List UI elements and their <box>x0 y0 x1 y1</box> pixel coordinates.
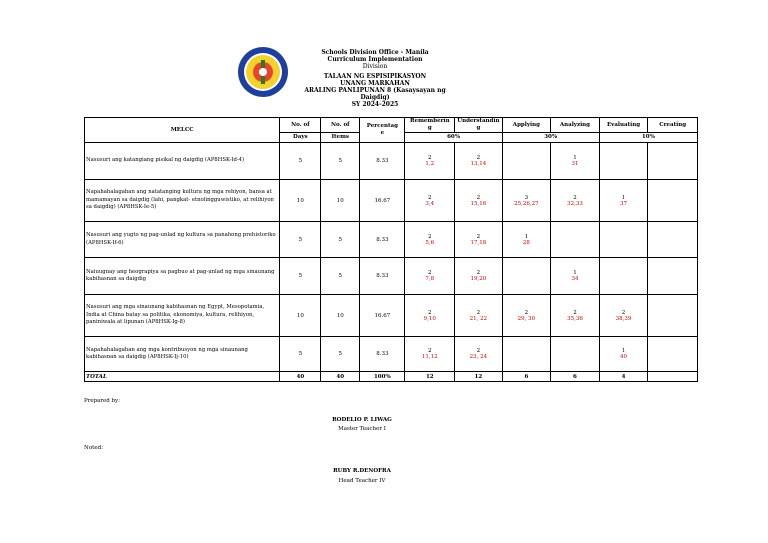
und-count: 2 <box>476 270 481 276</box>
col-header-analyzing: Analyzing <box>551 118 600 133</box>
app-count: 2 <box>524 309 529 316</box>
rem-item-numbers: 1,2 <box>425 161 435 167</box>
cre-cell <box>648 258 698 295</box>
group-header-60: 60% <box>405 133 502 143</box>
items-cell: 5 <box>321 222 360 258</box>
eva-cell <box>599 258 648 295</box>
ana-item-numbers: 35,36 <box>567 315 583 322</box>
app-cell <box>502 180 551 222</box>
und-cell <box>455 258 502 295</box>
total-understanding: 12 <box>455 372 502 382</box>
preparer-name: RODELIO P. LIWAG <box>332 417 392 423</box>
group-header-30: 30% <box>502 133 599 143</box>
col-header-percentage <box>360 118 405 143</box>
app-cell <box>502 337 551 372</box>
table-row <box>85 222 698 258</box>
rem-count: 2 <box>428 233 432 240</box>
rem-item-numbers: 9,10 <box>423 315 436 322</box>
col-header-days-a: No. of <box>280 118 321 133</box>
eva-cell <box>599 143 648 180</box>
eva-cell <box>599 295 648 337</box>
eva-cell <box>599 222 648 258</box>
competency-cell: Napahahalagahan ang natatanging kultura ng mga rehiyon, bansa at mamamayan sa daigdig (lahi, pangkat- etnolingguwistiko, at relihiyon sa daigdig) (AP8HSK-Ie-5) <box>85 180 280 222</box>
days-cell: 10 <box>280 180 321 222</box>
rem-count: 2 <box>428 194 432 201</box>
ana-cell <box>551 295 600 337</box>
col-header-applying: Applying <box>502 118 551 133</box>
eva-cell <box>599 337 648 372</box>
rem-count: 2 <box>428 309 432 316</box>
rem-count: 2 <box>428 155 432 161</box>
noter-name: RUBY R.DENOFRA <box>333 468 391 474</box>
ana-item-numbers: 34 <box>571 276 579 282</box>
col-header-items-a: No. of <box>321 118 360 133</box>
und-cell <box>455 295 502 337</box>
app-item-numbers: 29, 30 <box>517 315 536 322</box>
items-cell: 5 <box>321 143 360 180</box>
col-header-pct-b: e <box>380 130 385 136</box>
days-cell: 5 <box>280 337 321 372</box>
eva-count: 2 <box>621 309 626 316</box>
header-line-3: Division <box>362 63 388 70</box>
days-cell: 5 <box>280 258 321 295</box>
ana-item-numbers: 32,33 <box>567 200 583 207</box>
app-count: 3 <box>524 194 529 201</box>
col-header-days-b: Days <box>280 133 321 143</box>
competency-cell: Nasusuri ang mga sinaunang kabihasnan ng Egypt, Mesopotamia, India at China batay sa politika, ekonomiya, kultura, relihiyon, paniniwala at lipunan (AP8HSK-Ig-8) <box>85 295 280 337</box>
header-line-4: TALAAN NG ESPISIPIKASYON <box>323 73 427 80</box>
rem-count: 2 <box>428 348 432 354</box>
noter-title: Head Teacher IV <box>338 478 386 484</box>
header-line-1: Schools Division Office - Manila <box>321 49 429 56</box>
table-row <box>85 337 698 372</box>
rem-cell <box>405 180 455 222</box>
ana-count: 1 <box>573 155 577 161</box>
noted-label: Noted: <box>84 445 103 451</box>
competency-cell: Napahahalagahan ang mga kontribusyon ng mga sinaunang kabihasnan sa daigdig (AP8HSK-Ij-10) <box>85 337 280 372</box>
eva-count: 1 <box>621 348 626 354</box>
competency-cell: Naiuugnay ang heograpiya sa pagbuo at pag-unlad ng mga sinaunang kabihasnan sa daigdig <box>85 258 280 295</box>
percentage-cell: 16.67 <box>360 180 405 222</box>
items-cell: 5 <box>321 337 360 372</box>
rem-item-numbers: 3,4 <box>425 200 435 207</box>
rem-item-numbers: 5,6 <box>425 239 435 246</box>
percentage-cell: 8.33 <box>360 258 405 295</box>
division-seal-logo <box>237 46 289 98</box>
col-header-understanding-a: Understandin <box>457 118 500 124</box>
eva-item-numbers: 40 <box>620 354 628 360</box>
ana-cell <box>551 143 600 180</box>
und-count: 2 <box>476 309 481 316</box>
table-row <box>85 180 698 222</box>
col-header-remembering <box>405 118 455 133</box>
rem-cell <box>405 337 455 372</box>
ana-cell <box>551 337 600 372</box>
preparer-title: Master Teacher I <box>338 426 386 432</box>
total-row <box>85 372 698 382</box>
und-cell <box>455 180 502 222</box>
cre-cell <box>648 337 698 372</box>
eva-item-numbers: 37 <box>620 200 628 207</box>
total-evaluating: 4 <box>599 372 648 382</box>
total-pct: 100% <box>360 372 405 382</box>
col-header-pct-a: Percentag <box>366 123 398 129</box>
ana-count: 2 <box>573 309 577 316</box>
col-header-items-b: Items <box>321 133 360 143</box>
header-line-5: UNANG MARKAHAN <box>340 80 410 87</box>
app-cell <box>502 222 551 258</box>
items-cell: 10 <box>321 180 360 222</box>
app-count: 1 <box>524 233 529 240</box>
ana-cell <box>551 222 600 258</box>
prepared-by-label: Prepared by: <box>84 398 121 404</box>
und-count: 2 <box>476 155 481 161</box>
eva-item-numbers: 38,39 <box>615 315 632 322</box>
und-cell <box>455 143 502 180</box>
competency-cell: Nasusuri ang yugto ng pag-unlad ng kultura sa panahong prehistoriko (AP8HSK-If-6) <box>85 222 280 258</box>
eva-cell <box>599 180 648 222</box>
competency-cell: Nasusuri ang katangiang pisikal ng daigdig (AP8HSK-Id-4) <box>85 143 280 180</box>
total-label: TOTAL <box>85 372 280 382</box>
items-cell: 5 <box>321 258 360 295</box>
ana-cell <box>551 180 600 222</box>
rem-count: 2 <box>428 270 432 276</box>
app-cell <box>502 295 551 337</box>
group-header-10: 10% <box>599 133 697 143</box>
und-count: 2 <box>476 194 481 201</box>
header-line-8: SY 2024-2025 <box>351 101 399 108</box>
app-cell <box>502 143 551 180</box>
days-cell: 10 <box>280 295 321 337</box>
total-items: 40 <box>321 372 360 382</box>
col-header-melcc: MELCC <box>85 118 280 143</box>
document-header <box>300 49 450 108</box>
und-count: 2 <box>476 233 481 240</box>
rem-cell <box>405 143 455 180</box>
total-days: 40 <box>280 372 321 382</box>
und-cell <box>455 222 502 258</box>
und-item-numbers: 23, 24 <box>469 354 488 360</box>
cre-cell <box>648 222 698 258</box>
header-line-7: Daigdig) <box>360 94 390 101</box>
und-item-numbers: 21, 22 <box>469 315 488 322</box>
col-header-remembering-b: g <box>427 125 432 131</box>
days-cell: 5 <box>280 222 321 258</box>
table-of-specification <box>84 117 698 382</box>
rem-cell <box>405 222 455 258</box>
app-item-numbers: 28 <box>522 239 530 246</box>
percentage-cell: 16.67 <box>360 295 405 337</box>
total-remembering: 12 <box>405 372 455 382</box>
col-header-understanding <box>455 118 502 133</box>
und-item-numbers: 13,14 <box>470 161 487 167</box>
header-line-2: Curriculum Implementation <box>327 56 423 63</box>
und-item-numbers: 19,20 <box>470 276 487 282</box>
cre-cell <box>648 143 698 180</box>
und-item-numbers: 17,18 <box>470 239 487 246</box>
col-header-remembering-a: Rememberin <box>410 118 450 124</box>
rem-cell <box>405 295 455 337</box>
eva-count: 1 <box>621 194 626 201</box>
items-cell: 10 <box>321 295 360 337</box>
ana-cell <box>551 258 600 295</box>
days-cell: 5 <box>280 143 321 180</box>
rem-cell <box>405 258 455 295</box>
cre-cell <box>648 295 698 337</box>
und-cell <box>455 337 502 372</box>
total-applying: 6 <box>502 372 551 382</box>
und-count: 2 <box>476 348 481 354</box>
col-header-understanding-b: g <box>476 125 481 131</box>
percentage-cell: 8.33 <box>360 143 405 180</box>
cre-cell <box>648 180 698 222</box>
rem-item-numbers: 7,8 <box>425 276 435 282</box>
percentage-cell: 8.33 <box>360 222 405 258</box>
app-item-numbers: 25,26,27 <box>514 200 539 207</box>
app-cell <box>502 258 551 295</box>
ana-count: 1 <box>573 270 577 276</box>
table-row <box>85 143 698 180</box>
table-row <box>85 295 698 337</box>
table-row <box>85 258 698 295</box>
percentage-cell: 8.33 <box>360 337 405 372</box>
und-item-numbers: 15,16 <box>470 200 487 207</box>
ana-count: 2 <box>573 194 577 201</box>
total-creating <box>648 372 698 382</box>
col-header-creating: Creating <box>648 118 698 133</box>
ana-item-numbers: 31 <box>571 161 579 167</box>
col-header-evaluating: Evaluating <box>599 118 648 133</box>
total-analyzing: 6 <box>551 372 600 382</box>
rem-item-numbers: 11,12 <box>421 354 438 360</box>
header-line-6: ARALING PANLIPUNAN 8 (Kasaysayan ng <box>304 87 446 94</box>
